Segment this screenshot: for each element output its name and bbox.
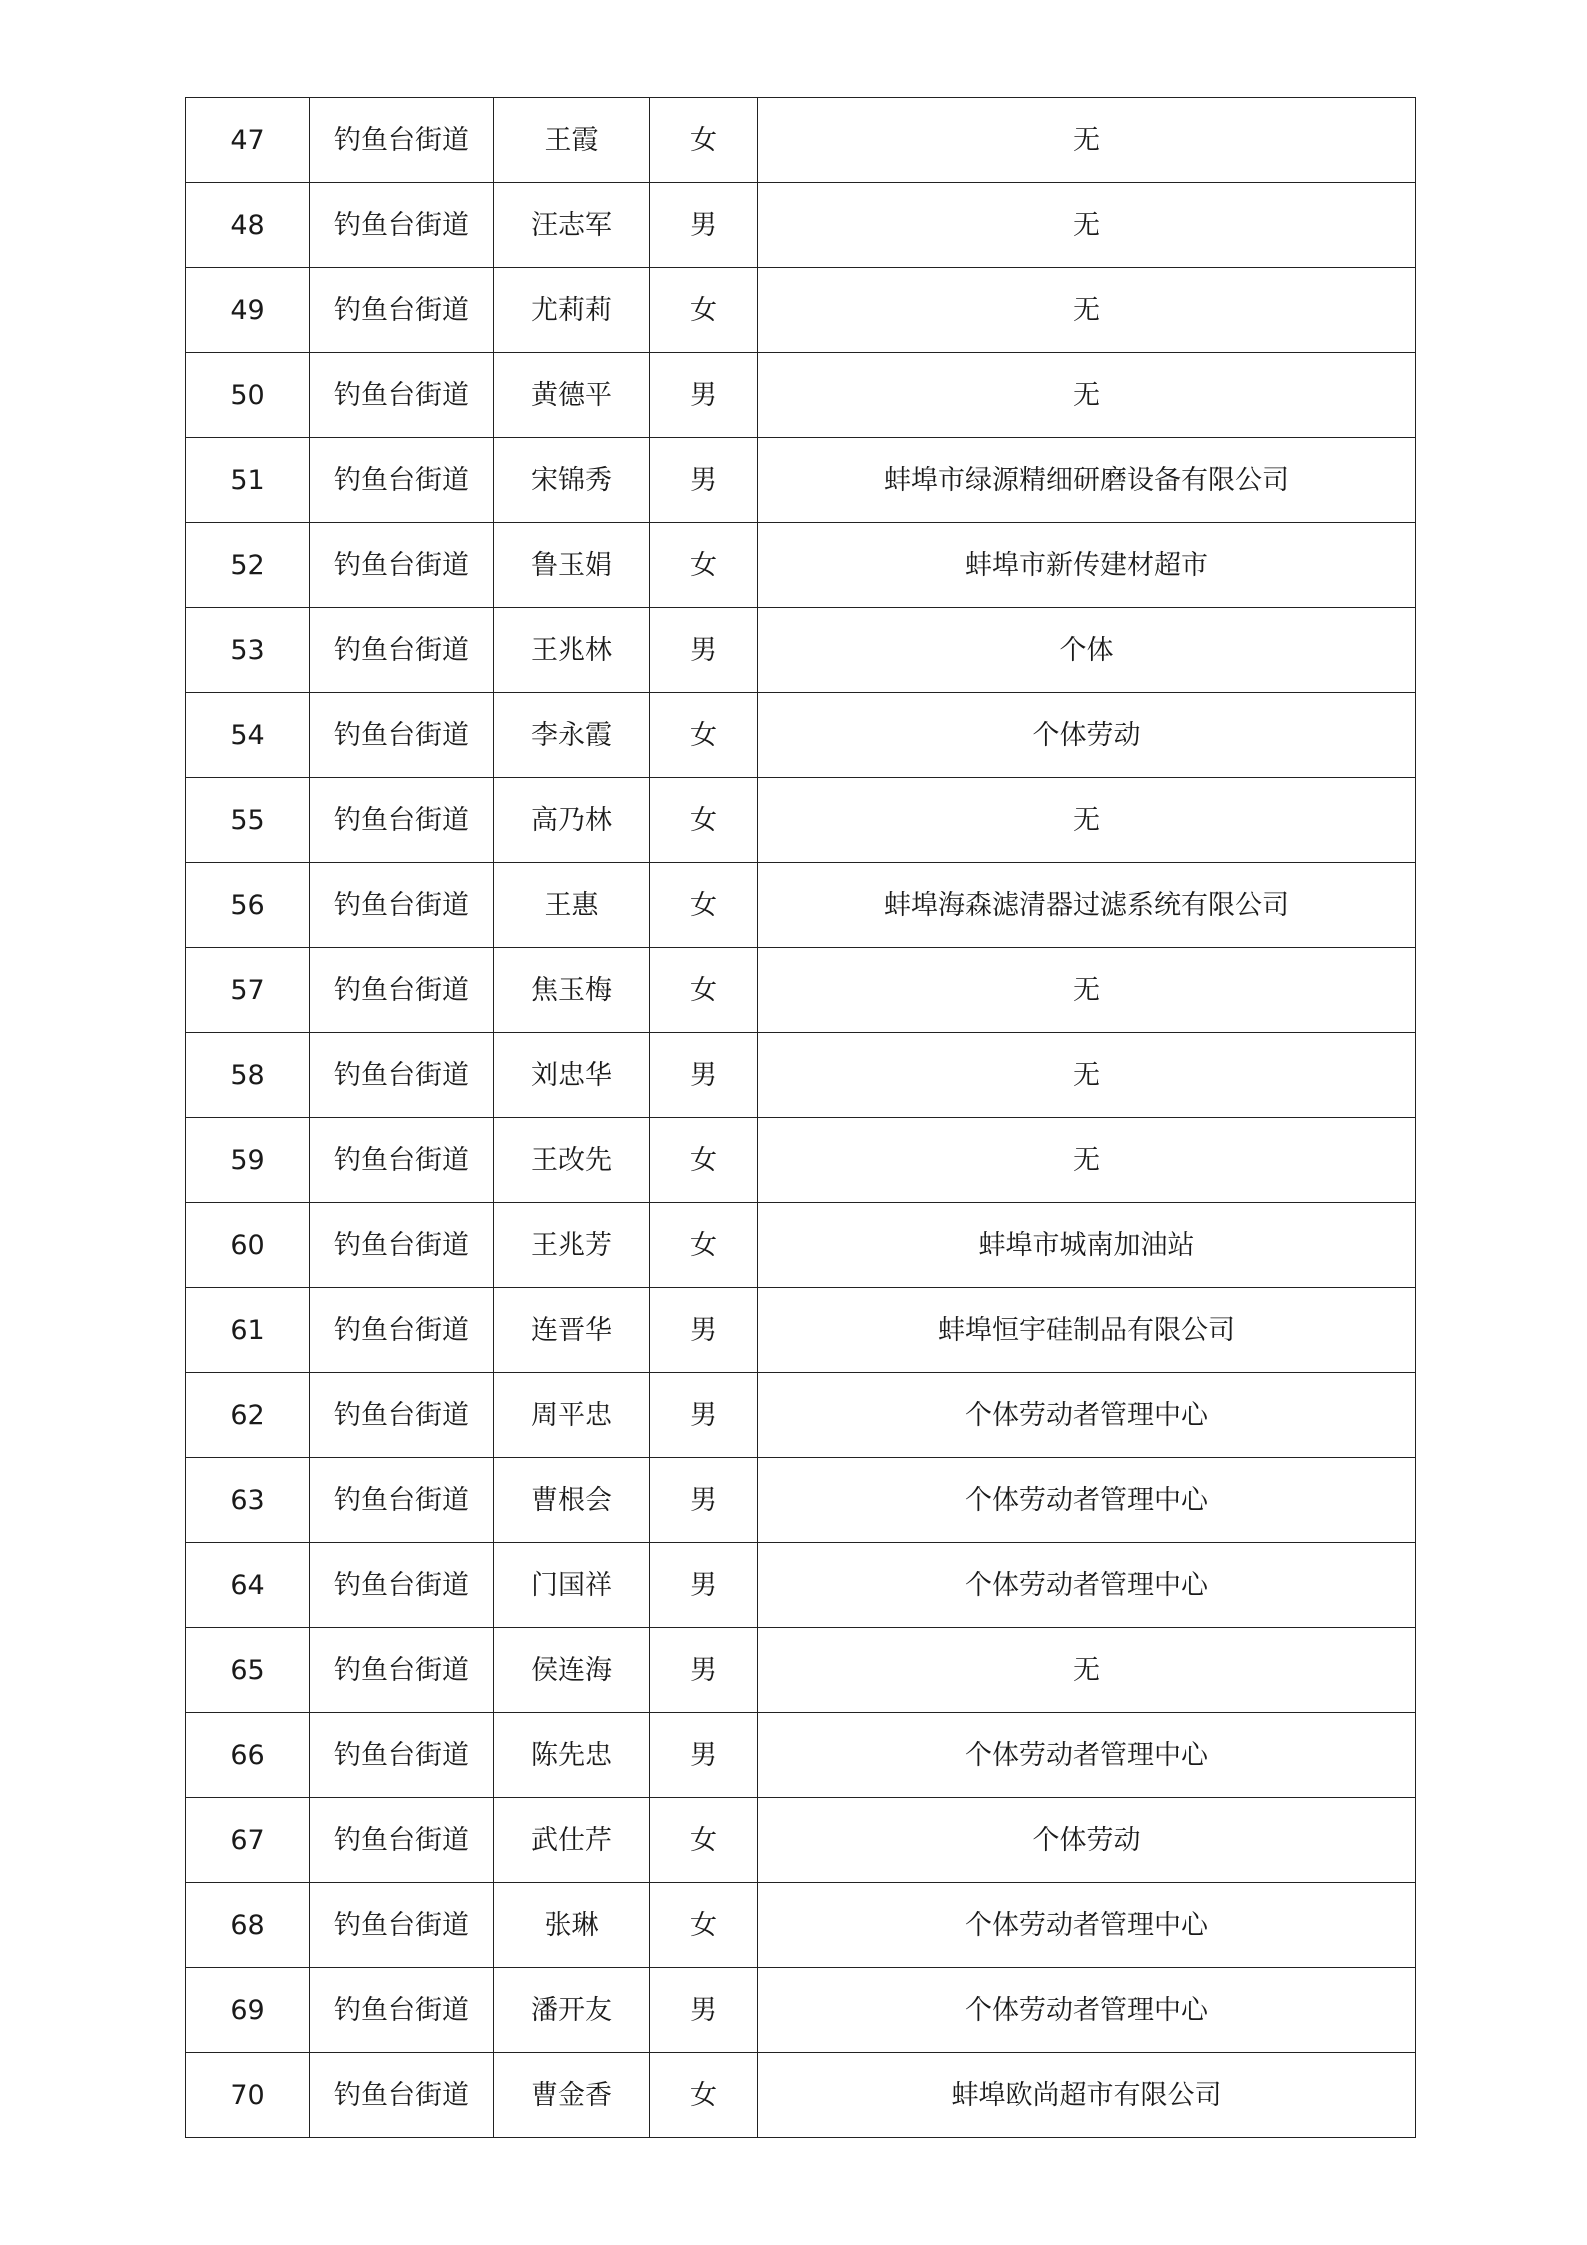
cell-name: 王改先 — [494, 1118, 650, 1203]
cell-gender: 男 — [650, 183, 758, 268]
cell-number: 68 — [186, 1883, 310, 1968]
cell-name: 门国祥 — [494, 1543, 650, 1628]
table-row — [186, 778, 1416, 863]
cell-gender: 男 — [650, 438, 758, 523]
cell-name: 黄德平 — [494, 353, 650, 438]
cell-name: 武仕芹 — [494, 1798, 650, 1883]
cell-number: 62 — [186, 1373, 310, 1458]
cell-employer: 无 — [758, 353, 1416, 438]
cell-gender: 女 — [650, 523, 758, 608]
table-row — [186, 353, 1416, 438]
cell-employer: 无 — [758, 98, 1416, 183]
cell-number: 64 — [186, 1543, 310, 1628]
cell-number: 54 — [186, 693, 310, 778]
cell-street: 钓鱼台街道 — [310, 1628, 494, 1713]
cell-employer: 个体 — [758, 608, 1416, 693]
cell-gender: 女 — [650, 778, 758, 863]
cell-street: 钓鱼台街道 — [310, 1203, 494, 1288]
table-row — [186, 1288, 1416, 1373]
cell-street: 钓鱼台街道 — [310, 1968, 494, 2053]
cell-street: 钓鱼台街道 — [310, 2053, 494, 2138]
table-row — [186, 438, 1416, 523]
cell-employer: 蚌埠欧尚超市有限公司 — [758, 2053, 1416, 2138]
cell-gender: 女 — [650, 1883, 758, 1968]
cell-employer: 蚌埠恒宇硅制品有限公司 — [758, 1288, 1416, 1373]
cell-street: 钓鱼台街道 — [310, 438, 494, 523]
cell-name: 尤莉莉 — [494, 268, 650, 353]
cell-name: 曹金香 — [494, 2053, 650, 2138]
table-row — [186, 98, 1416, 183]
cell-gender: 男 — [650, 1543, 758, 1628]
cell-street: 钓鱼台街道 — [310, 1373, 494, 1458]
cell-gender: 女 — [650, 948, 758, 1033]
cell-number: 61 — [186, 1288, 310, 1373]
table-row — [186, 1458, 1416, 1543]
cell-employer: 个体劳动 — [758, 1798, 1416, 1883]
cell-employer: 无 — [758, 183, 1416, 268]
cell-name: 宋锦秀 — [494, 438, 650, 523]
cell-employer: 无 — [758, 1033, 1416, 1118]
cell-street: 钓鱼台街道 — [310, 183, 494, 268]
table-row — [186, 693, 1416, 778]
cell-street: 钓鱼台街道 — [310, 98, 494, 183]
cell-street: 钓鱼台街道 — [310, 268, 494, 353]
cell-street: 钓鱼台街道 — [310, 1458, 494, 1543]
cell-number: 70 — [186, 2053, 310, 2138]
cell-gender: 女 — [650, 1798, 758, 1883]
cell-street: 钓鱼台街道 — [310, 608, 494, 693]
cell-name: 李永霞 — [494, 693, 650, 778]
cell-number: 48 — [186, 183, 310, 268]
cell-gender: 男 — [650, 1628, 758, 1713]
cell-number: 63 — [186, 1458, 310, 1543]
table-row — [186, 1373, 1416, 1458]
cell-gender: 女 — [650, 1118, 758, 1203]
cell-street: 钓鱼台街道 — [310, 863, 494, 948]
cell-employer: 无 — [758, 1628, 1416, 1713]
cell-employer: 蚌埠市城南加油站 — [758, 1203, 1416, 1288]
cell-number: 52 — [186, 523, 310, 608]
table-row — [186, 1118, 1416, 1203]
table-row — [186, 1628, 1416, 1713]
cell-employer: 个体劳动者管理中心 — [758, 1968, 1416, 2053]
cell-name: 王惠 — [494, 863, 650, 948]
cell-name: 陈先忠 — [494, 1713, 650, 1798]
table-row — [186, 1543, 1416, 1628]
cell-number: 69 — [186, 1968, 310, 2053]
cell-name: 刘忠华 — [494, 1033, 650, 1118]
cell-employer: 个体劳动者管理中心 — [758, 1713, 1416, 1798]
cell-street: 钓鱼台街道 — [310, 1288, 494, 1373]
cell-street: 钓鱼台街道 — [310, 948, 494, 1033]
cell-gender: 男 — [650, 1033, 758, 1118]
roster-table — [185, 97, 1416, 2138]
table-row — [186, 1883, 1416, 1968]
cell-name: 周平忠 — [494, 1373, 650, 1458]
cell-name: 张琳 — [494, 1883, 650, 1968]
table-row — [186, 1968, 1416, 2053]
cell-employer: 无 — [758, 778, 1416, 863]
cell-employer: 个体劳动者管理中心 — [758, 1883, 1416, 1968]
cell-employer: 蚌埠市绿源精细研磨设备有限公司 — [758, 438, 1416, 523]
cell-gender: 女 — [650, 2053, 758, 2138]
cell-street: 钓鱼台街道 — [310, 1033, 494, 1118]
table-row — [186, 2053, 1416, 2138]
table-row — [186, 523, 1416, 608]
cell-name: 高乃林 — [494, 778, 650, 863]
cell-number: 65 — [186, 1628, 310, 1713]
cell-gender: 女 — [650, 98, 758, 183]
cell-number: 53 — [186, 608, 310, 693]
cell-employer: 蚌埠海森滤清器过滤系统有限公司 — [758, 863, 1416, 948]
cell-gender: 女 — [650, 1203, 758, 1288]
cell-street: 钓鱼台街道 — [310, 778, 494, 863]
cell-number: 50 — [186, 353, 310, 438]
cell-number: 66 — [186, 1713, 310, 1798]
cell-gender: 女 — [650, 268, 758, 353]
table-row — [186, 1203, 1416, 1288]
cell-street: 钓鱼台街道 — [310, 1543, 494, 1628]
cell-employer: 个体劳动者管理中心 — [758, 1543, 1416, 1628]
cell-number: 59 — [186, 1118, 310, 1203]
cell-gender: 女 — [650, 693, 758, 778]
cell-employer: 个体劳动者管理中心 — [758, 1373, 1416, 1458]
table-row — [186, 183, 1416, 268]
table-row — [186, 948, 1416, 1033]
cell-number: 67 — [186, 1798, 310, 1883]
table-row — [186, 1798, 1416, 1883]
cell-name: 王霞 — [494, 98, 650, 183]
cell-employer: 个体劳动 — [758, 693, 1416, 778]
cell-employer: 蚌埠市新传建材超市 — [758, 523, 1416, 608]
cell-street: 钓鱼台街道 — [310, 1883, 494, 1968]
cell-street: 钓鱼台街道 — [310, 1713, 494, 1798]
cell-number: 57 — [186, 948, 310, 1033]
cell-employer: 无 — [758, 1118, 1416, 1203]
cell-number: 49 — [186, 268, 310, 353]
cell-gender: 男 — [650, 353, 758, 438]
cell-street: 钓鱼台街道 — [310, 693, 494, 778]
cell-employer: 个体劳动者管理中心 — [758, 1458, 1416, 1543]
cell-name: 侯连海 — [494, 1628, 650, 1713]
cell-number: 60 — [186, 1203, 310, 1288]
cell-gender: 男 — [650, 1458, 758, 1543]
table-row — [186, 608, 1416, 693]
cell-street: 钓鱼台街道 — [310, 1798, 494, 1883]
cell-gender: 男 — [650, 1288, 758, 1373]
cell-employer: 无 — [758, 268, 1416, 353]
cell-gender: 男 — [650, 1968, 758, 2053]
cell-number: 47 — [186, 98, 310, 183]
table-row — [186, 268, 1416, 353]
cell-street: 钓鱼台街道 — [310, 1118, 494, 1203]
cell-name: 潘开友 — [494, 1968, 650, 2053]
cell-name: 曹根会 — [494, 1458, 650, 1543]
cell-gender: 男 — [650, 1373, 758, 1458]
cell-number: 56 — [186, 863, 310, 948]
cell-street: 钓鱼台街道 — [310, 353, 494, 438]
cell-street: 钓鱼台街道 — [310, 523, 494, 608]
cell-number: 51 — [186, 438, 310, 523]
cell-gender: 男 — [650, 1713, 758, 1798]
cell-gender: 男 — [650, 608, 758, 693]
table-row — [186, 1713, 1416, 1798]
cell-name: 汪志军 — [494, 183, 650, 268]
cell-name: 连晋华 — [494, 1288, 650, 1373]
cell-name: 焦玉梅 — [494, 948, 650, 1033]
cell-gender: 女 — [650, 863, 758, 948]
table-row — [186, 863, 1416, 948]
cell-name: 王兆芳 — [494, 1203, 650, 1288]
cell-employer: 无 — [758, 948, 1416, 1033]
cell-number: 58 — [186, 1033, 310, 1118]
cell-number: 55 — [186, 778, 310, 863]
cell-name: 王兆林 — [494, 608, 650, 693]
document-page — [185, 97, 1415, 2138]
table-row — [186, 1033, 1416, 1118]
cell-name: 鲁玉娟 — [494, 523, 650, 608]
